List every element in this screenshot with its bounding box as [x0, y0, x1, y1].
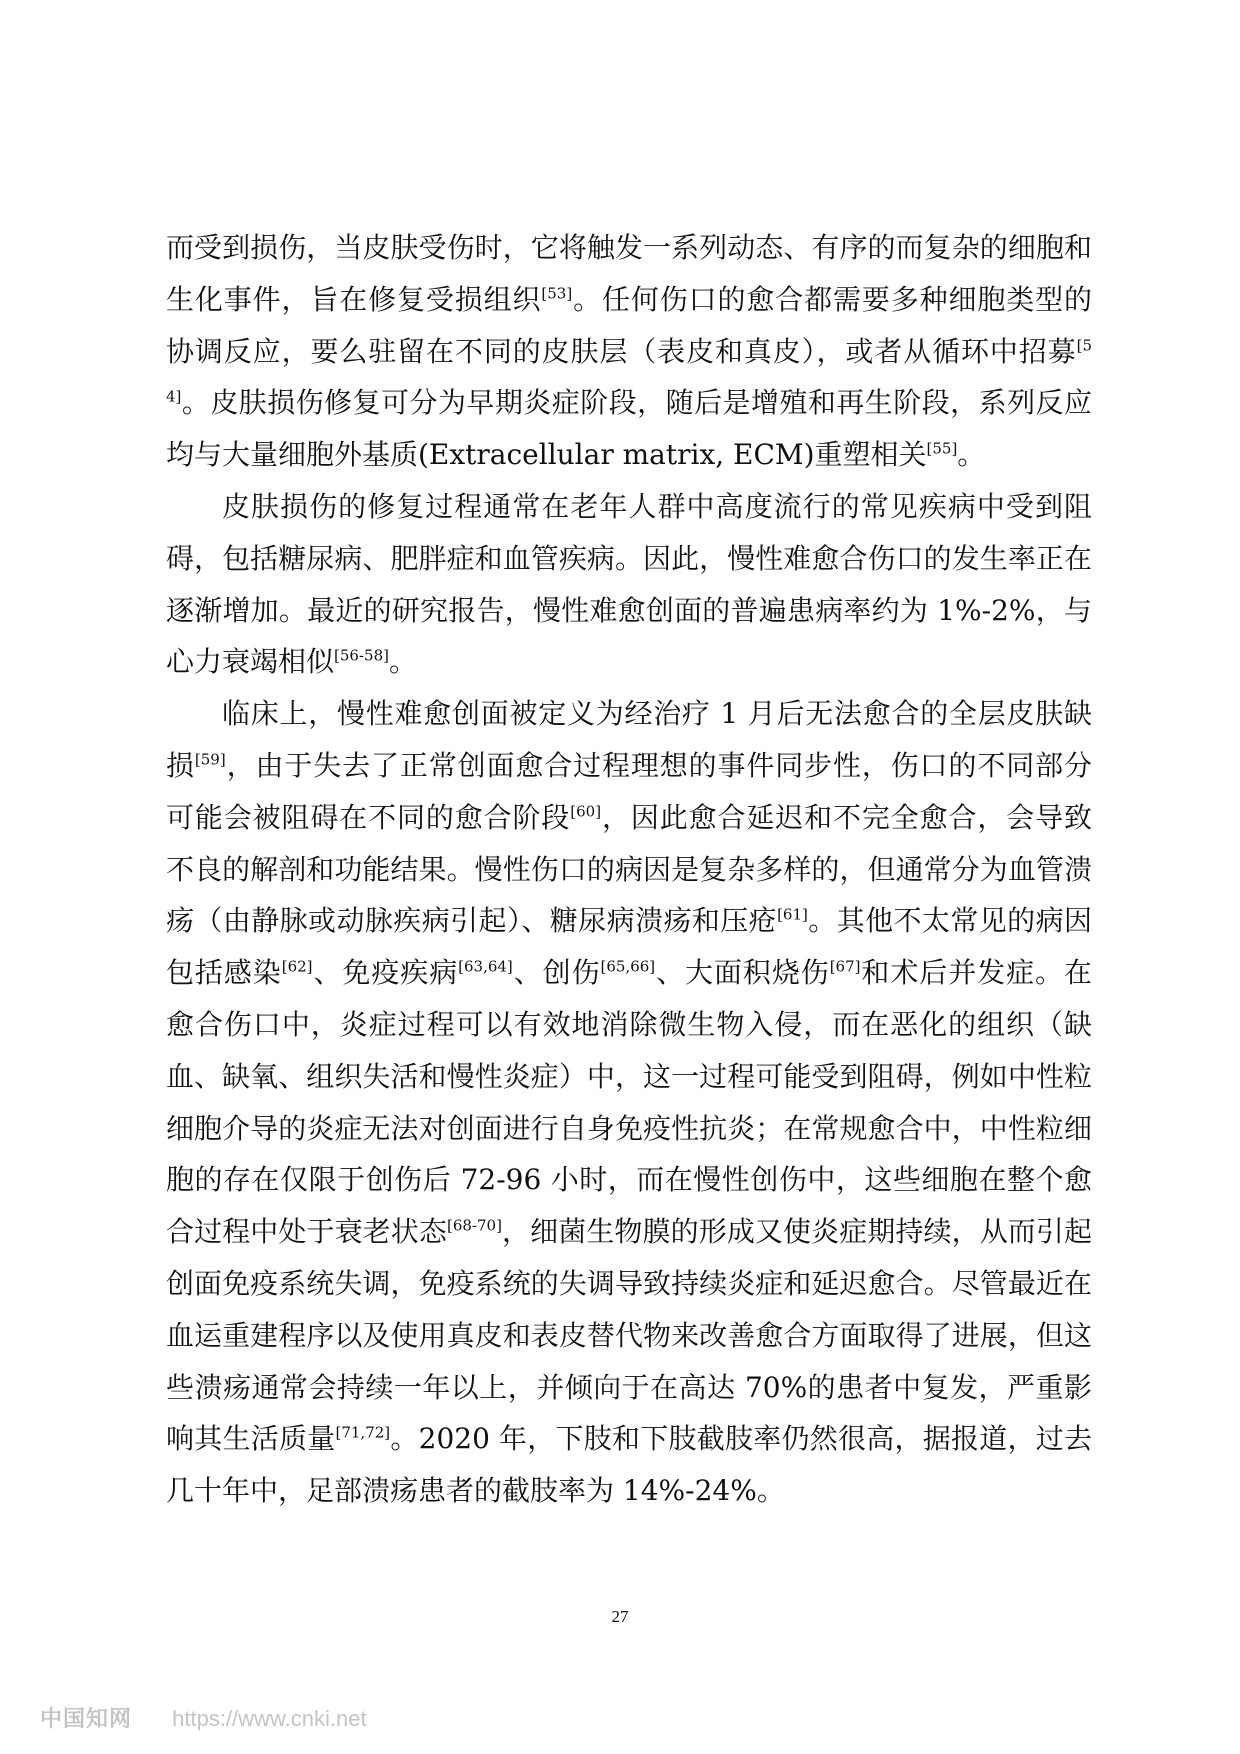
citation-ref: [60]	[570, 802, 602, 821]
text-segment: 。其他不太常见的病因包括感染	[166, 904, 1092, 990]
document-body	[166, 222, 1092, 1517]
citation-ref: [55]	[926, 439, 958, 458]
text-segment: 。2020 年，下肢和下肢截肢率仍然很高，据报道，过去几十年中，足部溃疡患者的截肢率为 14%-24%。	[166, 1422, 1092, 1508]
text-segment: 、大面积烧伤	[655, 956, 830, 990]
citation-ref: [68-70]	[446, 1216, 502, 1235]
citation-ref: [71,72]	[335, 1424, 391, 1442]
citation-ref: [59]	[194, 750, 226, 769]
text-segment: ，由于失去了正常创面愈合过程理想的事件同步性，伤口的不同部分可能会被阻碍在不同的愈合阶段	[166, 748, 1092, 834]
text-segment: 。	[388, 645, 417, 679]
text-segment: ，细菌生物膜的形成又使炎症期持续，从而引起创面免疫系统失调，免疫系统的失调导致持续炎症和延迟愈合。尽管最近在血运重建程序以及使用真皮和表皮替代物来改善愈合方面取得了进展，但这些溃疡通常会持续一年以上，并倾向于在高达 70%的患者中复发，严重影响其生活质量	[166, 1215, 1092, 1456]
text-segment: 和术后并发症。在愈合伤口中，炎症过程可以有效地消除微生物入侵，而在恶化的组织（缺血、缺氧、组织失活和慢性炎症）中，这一过程可能受到阻碍，例如中性粒细胞介导的炎症无法对创面进行自身免疫性抗炎；在常规愈合中，中性粒细胞的存在仅限于创伤后 72-96 小时，而在慢性创伤中，这些细胞在整个愈合过程中处于衰老状态	[166, 956, 1092, 1249]
text-segment: 而受到损伤，当皮肤受伤时，它将触发一系列动态、有序的而复杂的细胞和生化事件，旨在修复受损组织	[166, 231, 1092, 316]
text-segment: 、免疫疾病	[312, 956, 459, 990]
text-segment: 。	[957, 438, 986, 472]
citation-ref: [53]	[541, 284, 573, 303]
citation-ref: [65,66]	[600, 957, 656, 976]
text-segment: 。皮肤损伤修复可分为早期炎症阶段，随后是增殖和再生阶段，系列反应均与大量细胞外基质(Extracellular matrix, ECM)重塑相关	[166, 386, 1092, 472]
text-segment: 、创伤	[512, 956, 601, 990]
citation-ref: [56-58]	[334, 647, 389, 666]
paragraph-2	[166, 481, 1092, 688]
page-number: 27	[611, 1607, 629, 1626]
text-segment: 皮肤损伤的修复过程通常在老年人群中高度流行的常见疾病中受到阻碍，包括糖尿病、肥胖症和血管疾病。因此，慢性难愈合伤口的发生率正在逐渐增加。最近的研究报告，慢性难愈创面的普遍患病率约为 1%-2%，与心力衰竭相似	[166, 489, 1092, 679]
watermark	[40, 1702, 367, 1733]
citation-ref: [63,64]	[458, 957, 513, 976]
paragraph-1	[166, 222, 1092, 481]
paragraph-3	[166, 688, 1092, 1517]
citation-ref: [61]	[777, 906, 808, 925]
citation-ref: [62]	[281, 957, 313, 976]
watermark-url: https://www.cnki.net	[172, 1706, 367, 1731]
watermark-brand: 中国知网	[40, 1707, 133, 1732]
citation-ref: [67]	[829, 957, 861, 976]
text-segment: 。任何伤口的愈合都需要多种细胞类型的协调反应，要么驻留在不同的皮肤层（表皮和真皮），或者从循环中招募	[166, 282, 1092, 368]
citation-ref: [54]	[166, 336, 1092, 407]
text-segment: 临床上，慢性难愈创面被定义为经治疗 1 月后无法愈合的全层皮肤缺损	[166, 697, 1092, 782]
text-segment: ，因此愈合延迟和不完全愈合，会导致不良的解剖和功能结果。慢性伤口的病因是复杂多样的，但通常分为血管溃疡（由静脉或动脉疾病引起）、糖尿病溃疡和压疮	[166, 800, 1092, 938]
